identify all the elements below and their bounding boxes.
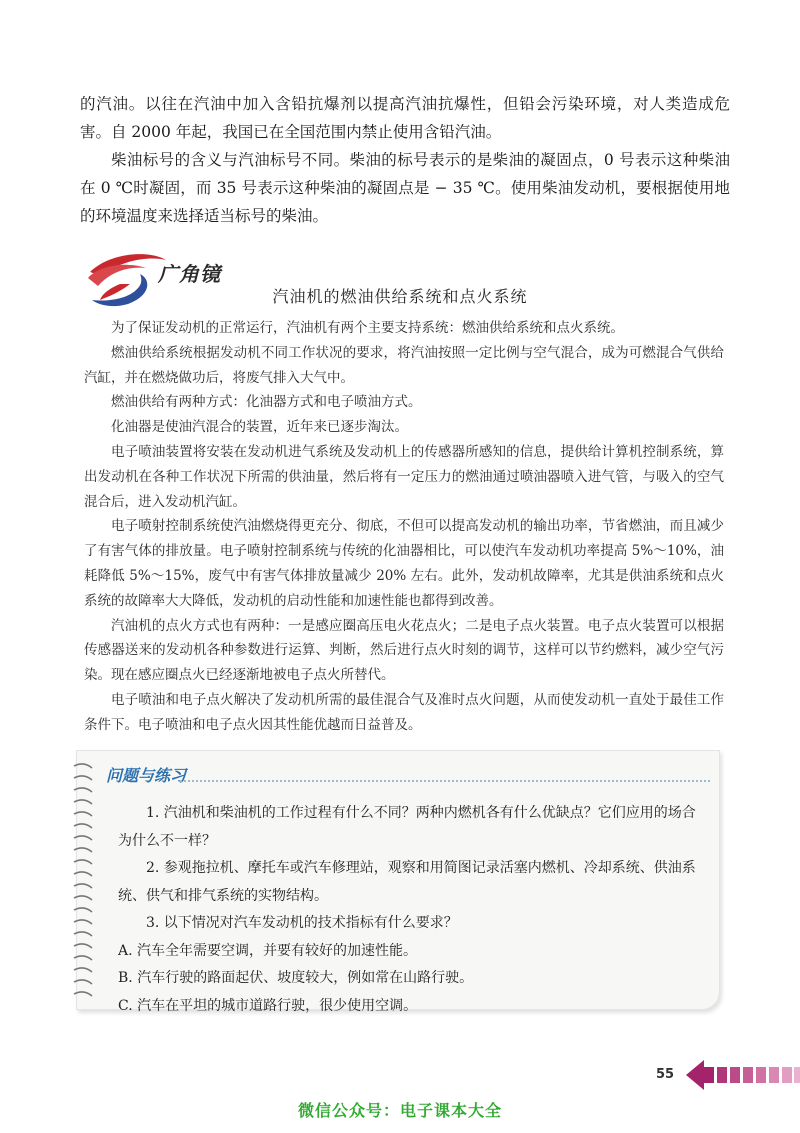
notebook-spiral-icon	[70, 758, 96, 998]
intro-paragraph-1: 的汽油。以往在汽油中加入含铅抗爆剂以提高汽油抗爆性，但铅会污染环境，对人类造成危害。自 2000 年起，我国已在全国范围内禁止使用含铅汽油。	[80, 95, 730, 141]
wide-angle-paragraph: 电子喷油和电子点火解决了发动机所需的最佳混合气及准时点火问题，从而使发动机一直处于最佳工作条件下。电子喷油和电子点火因其性能优越而日益普及。	[84, 691, 724, 733]
wide-angle-paragraph: 电子喷油装置将安装在发动机进气系统及发动机上的传感器所感知的信息，提供给计算机控制系统，算出发动机在各种工作状况下所需的供油量，然后将有一定压力的燃油通过喷油器喷入进气管，与吸入的空气混合后，进入发动机汽缸。	[84, 443, 724, 510]
wide-angle-paragraph: 汽油机的点火方式也有两种：一是感应圈高压电火花点火；二是电子点火装置。电子点火装置可以根据传感器送来的发动机各种参数进行运算、判断，然后进行点火时刻的调节，这样可以节约燃料，减少空气污染。现在感应圈点火已经逐渐地被电子点火所替代。	[84, 617, 724, 684]
wide-angle-paragraph: 化油器是使油汽混合的装置，近年来已逐步淘汰。	[111, 419, 408, 436]
wide-angle-paragraph: 电子喷射控制系统使汽油燃烧得更充分、彻底，不但可以提高发动机的输出功率，节省燃油，而且减少了有害气体的排放量。电子喷射控制系统与传统的化油器相比，可以使汽车发动机功率提高 5%～10%，油耗降低 5%～15%，废气中有害气体排放量减少 20% 左右。此外，发动机故障率，尤其是供油系统和点火系统的故障率大大降低，发动机的启动性能和加速性能也都得到改善。	[84, 518, 724, 609]
exercise-body	[118, 800, 708, 1020]
exercise-option-c: C. 汽车在平坦的城市道路行驶，很少使用空调。	[118, 997, 418, 1014]
wide-angle-paragraph: 为了保证发动机的正常运行，汽油机有两个主要支持系统：燃油供给系统和点火系统。	[111, 320, 624, 336]
wide-angle-label: 广角镜	[158, 262, 221, 286]
wechat-watermark: 微信公众号：电子课本大全	[297, 1101, 502, 1120]
wide-angle-paragraph: 燃油供给系统根据发动机不同工作状况的要求，将汽油按照一定比例与空气混合，成为可燃混合气供给汽缸，并在燃烧做功后，将废气排入大气中。	[84, 344, 724, 386]
page-number: 55	[656, 1067, 675, 1082]
intro-paragraph-2: 柴油标号的含义与汽油标号不同。柴油的标号表示的是柴油的凝固点，0 号表示这种柴油在 0 ℃时凝固，而 35 号表示这种柴油的凝固点是 − 35 ℃。使用柴油发动机，要根据使用地的环境温度来选择适当标号的柴油。	[80, 151, 730, 225]
exercise-question-1: 1. 汽油机和柴油机的工作过程有什么不同？两种内燃机各有什么优缺点？它们应用的场合为什么不一样？	[118, 805, 696, 849]
page-arrow-icon	[686, 1058, 800, 1092]
exercise-option-a: A. 汽车全年需要空调，并要有较好的加速性能。	[118, 942, 418, 959]
exercise-question-3: 3. 以下情况对汽车发动机的技术指标有什么要求？	[146, 915, 458, 931]
exercise-question-2: 2. 参观拖拉机、摩托车或汽车修理站，观察和用简图记录活塞内燃机、冷却系统、供油系统、供气和排气系统的实物结构。	[118, 860, 696, 904]
wide-angle-body	[84, 316, 724, 738]
exercise-title: 问题与练习	[106, 766, 187, 785]
exercise-option-b: B. 汽车行驶的路面起伏、坡度较大，例如常在山路行驶。	[118, 970, 474, 986]
wide-angle-title: 汽油机的燃油供给系统和点火系统	[272, 287, 528, 306]
exercise-title-divider	[180, 780, 710, 782]
wide-angle-paragraph: 燃油供给有两种方式：化油器方式和电子喷油方式。	[111, 394, 422, 411]
